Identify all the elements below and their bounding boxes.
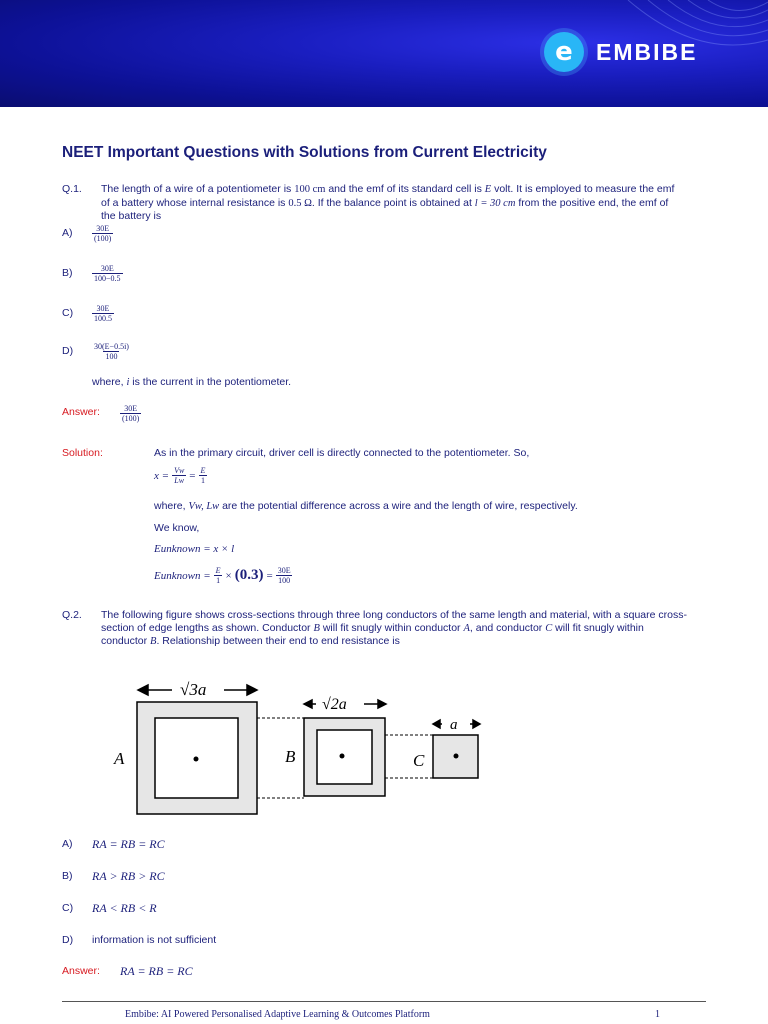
q1-we-know: We know, xyxy=(154,522,200,534)
q1-line1: The length of a wire of a potentiometer is 100 cm and the emf of its standard cell is E volt. It is employed to measure the emf xyxy=(101,183,675,195)
q1-solution-line1: As in the primary circuit, driver cell is directly connected to the potentiometer. So, xyxy=(154,447,530,459)
q1-option-b-label: B) xyxy=(62,267,73,279)
footer-text: Embibe: AI Powered Personalised Adaptive Learning & Outcomes Platform xyxy=(125,1009,430,1020)
q2-option-d: information is not sufficient xyxy=(92,934,217,946)
conductor-c xyxy=(433,735,478,778)
dim-label-a: √3a xyxy=(180,680,207,699)
q1-number: Q.1. xyxy=(62,183,82,195)
q2-line2: section of edge lengths as shown. Conductor B will fit snugly within conductor A, and conductor C will fit snugly within xyxy=(101,621,644,634)
q2-number: Q.2. xyxy=(62,609,82,621)
conductors-figure xyxy=(100,670,500,820)
label-conductor-c: C xyxy=(413,751,425,770)
q1-option-a: $\frac{30E}{(100)}$ xyxy=(94,224,112,243)
label-conductor-b: B xyxy=(285,747,296,766)
q2-option-b-label: B) xyxy=(62,870,73,882)
embibe-logo[interactable] xyxy=(544,32,697,72)
q2-line3: conductor B. Relationship between their end to end resistance is xyxy=(101,635,400,647)
q1-equation-3: Eunknown = $\frac{E}{1}$ × (0.3) = $\frac{30E}{100}$ xyxy=(154,566,291,585)
conductor-a xyxy=(137,702,257,814)
dim-label-c: a xyxy=(450,717,458,733)
q1-question xyxy=(101,183,711,223)
dim-label-b: √2a xyxy=(322,696,347,713)
q2-answer: RA = RB = RC xyxy=(120,964,193,978)
q1-option-c-label: C) xyxy=(62,307,74,319)
q1-answer: $\frac{30E}{(100)}$ xyxy=(122,404,140,423)
embibe-logo-text: EMBIBE xyxy=(596,38,698,65)
q1-equation-2: Eunknown = x × l xyxy=(154,543,235,555)
q1-option-a-label: A) xyxy=(62,227,73,239)
q2-option-b: RA > RB > RC xyxy=(92,869,165,883)
q1-option-d-label: D) xyxy=(62,345,74,357)
embibe-logo-icon: e xyxy=(544,32,584,72)
q2-answer-label: Answer: xyxy=(62,965,100,977)
q2-option-c: RA < RB < R xyxy=(92,901,157,915)
q2-line1: The following figure shows cross-sections through three long conductors of the same length and material, with a square cross- xyxy=(101,609,687,621)
q1-line3: the battery is xyxy=(101,210,162,222)
q1-where-note: where, i is the current in the potentiometer. xyxy=(92,376,292,388)
footer-divider xyxy=(62,1001,706,1002)
page-number: 1 xyxy=(655,1009,660,1020)
page-title: NEET Important Questions with Solutions from Current Electricity xyxy=(62,144,547,161)
q1-option-b: $\frac{30E}{100-0.5}$ xyxy=(94,264,121,283)
q2-option-d-label: D) xyxy=(62,934,74,946)
q1-solution-label: Solution: xyxy=(62,447,103,459)
label-conductor-a: A xyxy=(114,749,125,768)
q1-line2: of a battery whose internal resistance is 0.5 Ω. If the balance point is obtained at l = 30 cm from the positive end, the emf of xyxy=(101,196,669,209)
q1-option-d: $\frac{30(E-0.5i)}{100}$ xyxy=(94,342,129,361)
q2-option-c-label: C) xyxy=(62,902,74,914)
q1-option-c: $\frac{30E}{100.5}$ xyxy=(94,304,112,323)
q1-solution-where: where, Vw, Lw are the potential difference across a wire and the length of wire, respectively. xyxy=(154,500,578,512)
q2-option-a-label: A) xyxy=(62,838,73,850)
q1-answer-label: Answer: xyxy=(62,406,100,418)
header-banner xyxy=(0,0,768,107)
q2-question xyxy=(101,609,713,649)
conductor-b xyxy=(304,718,385,796)
q2-option-a: RA = RB = RC xyxy=(92,837,165,851)
q1-equation-1: x = $\frac{Vw}{Lw}$ = $\frac{E}{1}$ xyxy=(154,466,206,485)
